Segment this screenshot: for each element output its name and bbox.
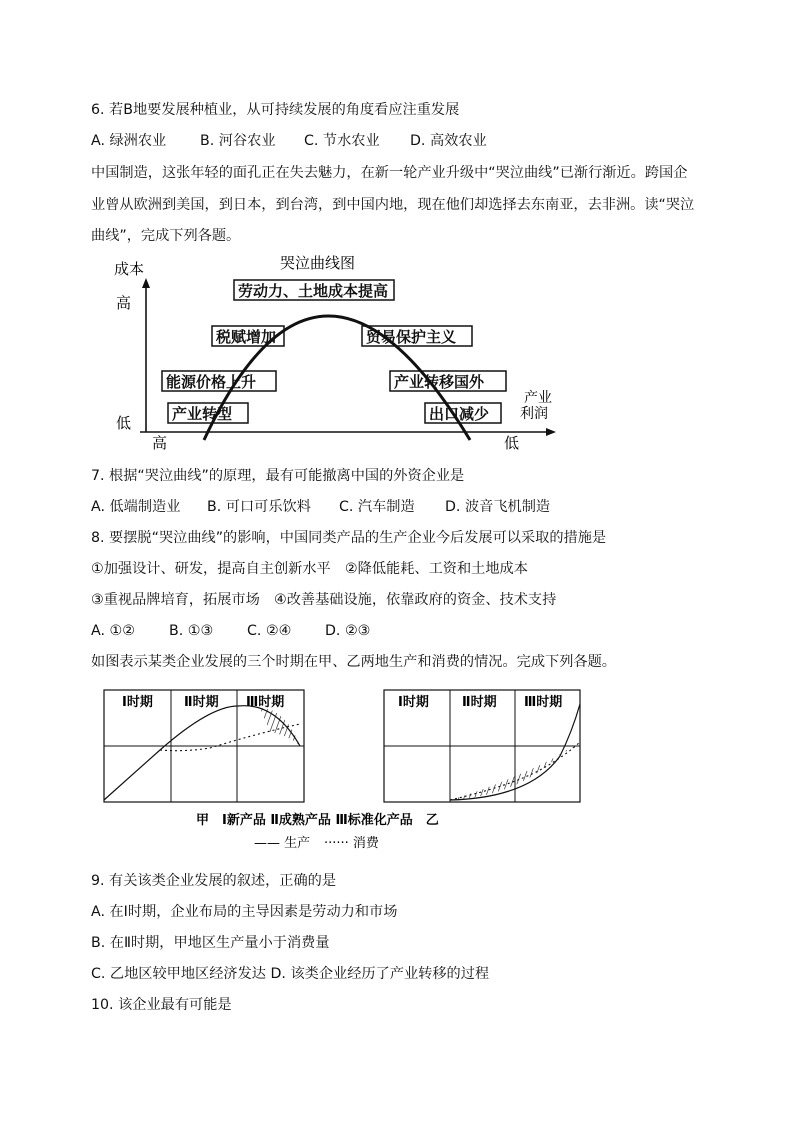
panel-yi-period-1: Ⅰ时期 — [398, 695, 429, 710]
intro2: 如图表示某类企业发展的三个时期在甲、乙两地生产和消费的情况。完成下列各题。 — [91, 654, 616, 670]
fig1-box-left4-label: 产业转型 — [172, 405, 233, 423]
q6-option-c: C. 节水农业 — [304, 133, 380, 149]
fig1-box-left2-label: 税赋增加 — [216, 328, 277, 346]
intro1-line2: 业曾从欧洲到美国，到日本，到台湾，到中国内地，现在他们却选择去东南亚，去非洲。读“哭泣 — [91, 197, 695, 213]
q6-option-a: A. 绿洲农业 — [91, 133, 167, 149]
fig1-y-low: 低 — [116, 414, 132, 432]
panel-yi-hatch — [450, 746, 576, 800]
q10-stem: 10. 该企业最有可能是 — [91, 997, 232, 1013]
fig2-legend-production: —— 生产 — [254, 836, 311, 851]
panel-yi-period-2: Ⅱ时期 — [462, 695, 497, 710]
intro1-line1: 中国制造，这张年轻的面孔正在失去魅力，在新一轮产业升级中“哭泣曲线”已渐行渐近。跨国企 — [91, 165, 688, 181]
fig1-x-high: 高 — [152, 434, 168, 452]
q8-option-a: A. ①② — [91, 623, 135, 639]
fig1-box-right3-label: 产业转移国外 — [394, 373, 485, 391]
panel-jia — [104, 690, 304, 802]
fig1-box-top-label: 劳动力、土地成本提高 — [238, 282, 389, 300]
panel-jia-period-2: Ⅱ时期 — [184, 695, 219, 710]
q8-stem: 8. 要摆脱“哭泣曲线”的影响，中国同类产品的生产企业今后发展可以采取的措施是 — [91, 530, 607, 546]
panel-jia-period-3: Ⅲ时期 — [246, 695, 285, 710]
q6-options — [91, 131, 487, 151]
q7-options — [91, 497, 550, 517]
q6-option-d: D. 高效农业 — [410, 133, 487, 149]
panel-yi-period-3: Ⅲ时期 — [524, 695, 563, 710]
fig1-x-arrow — [546, 428, 556, 436]
q9-option-b: B. 在Ⅱ时期，甲地区生产量小于消费量 — [91, 935, 330, 951]
fig1-box-right4-label: 出口减少 — [429, 405, 490, 423]
panel-jia-period-1: Ⅰ时期 — [122, 695, 153, 710]
q7-option-b: B. 可口可乐饮料 — [207, 499, 311, 515]
q8-item1: ①加强设计、研发，提高自主创新水平 ②降低能耗、工资和土地成本 — [91, 561, 528, 577]
q8-option-d: D. ②③ — [325, 623, 371, 639]
fig1-box-right2-label: 贸易保护主义 — [366, 328, 457, 346]
fig1-title: 哭泣曲线图 — [280, 254, 356, 272]
period-figure — [100, 686, 590, 856]
q7-option-a: A. 低端制造业 — [91, 499, 181, 515]
q8-option-c: C. ②④ — [247, 623, 292, 639]
fig1-box-left3-label: 能源价格上升 — [166, 373, 257, 391]
panel-jia-hatch — [260, 708, 300, 746]
q7-option-d: D. 波音飞机制造 — [445, 499, 551, 515]
intro1-line3: 曲线”，完成下列各题。 — [91, 228, 241, 244]
fig1-y-arrow — [142, 278, 150, 288]
fig1-x-label-2: 利润 — [520, 406, 548, 422]
fig2-legend-consumption: ······ 消费 — [324, 836, 379, 851]
fig1-y-high: 高 — [116, 294, 132, 312]
fig1-x-label-1: 产业 — [524, 390, 552, 406]
q9-stem: 9. 有关该类企业发展的叙述，正确的是 — [91, 873, 337, 889]
q8-item2: ③重视品牌培育，拓展市场 ④改善基础设施，依靠政府的资金、技术支持 — [91, 592, 557, 608]
q6-stem: 6. 若B地要发展种植业，从可持续发展的角度看应注重发展 — [91, 102, 460, 118]
fig1-x-low: 低 — [504, 434, 520, 452]
q7-option-c: C. 汽车制造 — [339, 499, 415, 515]
q8-option-b: B. ①③ — [169, 623, 214, 639]
crying-curve-figure — [100, 252, 570, 452]
q6-option-b: B. 河谷农业 — [200, 133, 276, 149]
q8-options — [91, 621, 370, 641]
fig2-caption: 甲 Ⅰ新产品 Ⅱ成熟产品 Ⅲ标准化产品 乙 — [196, 813, 439, 828]
q7-stem: 7. 根据“哭泣曲线”的原理，最有可能撤离中国的外资企业是 — [91, 468, 465, 484]
fig1-y-axis-label: 成本 — [114, 260, 145, 278]
q9-option-a: A. 在Ⅰ时期，企业布局的主导因素是劳动力和市场 — [91, 904, 398, 920]
q9-option-cd: C. 乙地区较甲地区经济发达 D. 该类企业经历了产业转移的过程 — [91, 966, 490, 982]
panel-yi — [384, 690, 580, 802]
